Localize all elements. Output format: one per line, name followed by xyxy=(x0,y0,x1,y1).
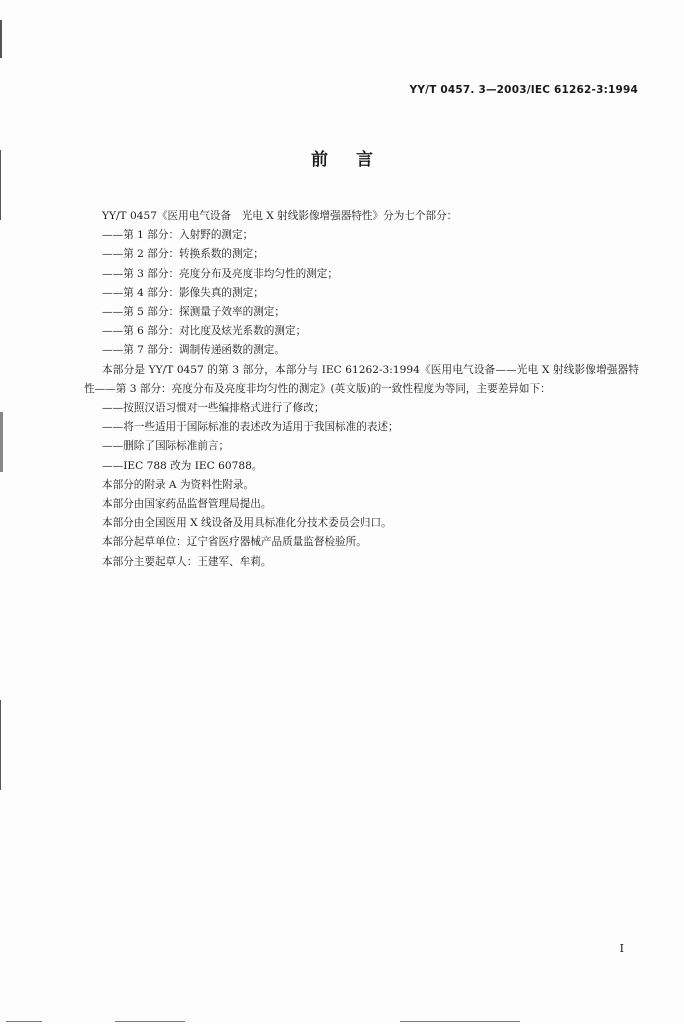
intro-paragraph: YY/T 0457《医用电气设备 光电 X 射线影像增强器特性》分为七个部分： xyxy=(102,210,458,222)
foreword-body xyxy=(84,207,639,572)
closing-paragraph: 本部分主要起草人：王建军、牟莉。 xyxy=(102,555,272,568)
scan-edge-mark xyxy=(0,412,3,472)
list-item: ——第 6 部分：对比度及炫光系数的测定； xyxy=(102,325,307,338)
list-item: ——IEC 788 改为 IEC 60788。 xyxy=(102,459,263,472)
list-item: ——按照汉语习惯对一些编排格式进行了修改； xyxy=(102,402,325,415)
scan-edge-mark xyxy=(0,700,1,790)
scan-edge-mark xyxy=(0,20,2,58)
list-item: ——将一些适用于国际标准的表述改为适用于我国标准的表述； xyxy=(102,421,399,434)
page-title: 前言 xyxy=(311,150,401,170)
list-item: ——第 1 部分：入射野的测定； xyxy=(102,229,254,242)
standard-number: YY/T 0457. 3—2003/IEC 61262-3:1994 xyxy=(409,84,638,96)
footer-divider xyxy=(115,1021,185,1022)
closing-paragraph: 本部分由国家药品监督管理局提出。 xyxy=(102,498,272,511)
list-item: ——第 5 部分：探测量子效率的测定； xyxy=(102,306,285,319)
consistency-paragraph: 本部分是 YY/T 0457 的第 3 部分，本部分与 IEC 61262-3:1994《医用电气设备——光电 X 射线影像增强器特性——第 3 部分：亮度分布及亮度非均匀性的测定》(英文版)的一致性程度为等同，主要差异如下： xyxy=(84,363,639,395)
page-number: I xyxy=(619,942,624,955)
list-item: ——删除了国际标准前言； xyxy=(102,440,230,453)
footer-divider xyxy=(400,1021,520,1022)
closing-paragraph: 本部分的附录 A 为资料性附录。 xyxy=(102,478,255,491)
list-item: ——第 2 部分：转换系数的测定； xyxy=(102,248,264,261)
list-item: ——第 7 部分：调制传递函数的测定。 xyxy=(102,344,285,357)
closing-paragraph: 本部分由全国医用 X 线设备及用具标准化分技术委员会归口。 xyxy=(102,517,392,530)
closing-paragraph: 本部分起草单位：辽宁省医疗器械产品质量监督检验所。 xyxy=(102,536,367,549)
list-item: ——第 3 部分：亮度分布及亮度非均匀性的测定； xyxy=(102,267,338,280)
footer-divider xyxy=(6,1021,42,1022)
list-item: ——第 4 部分：影像失真的测定； xyxy=(102,286,264,299)
